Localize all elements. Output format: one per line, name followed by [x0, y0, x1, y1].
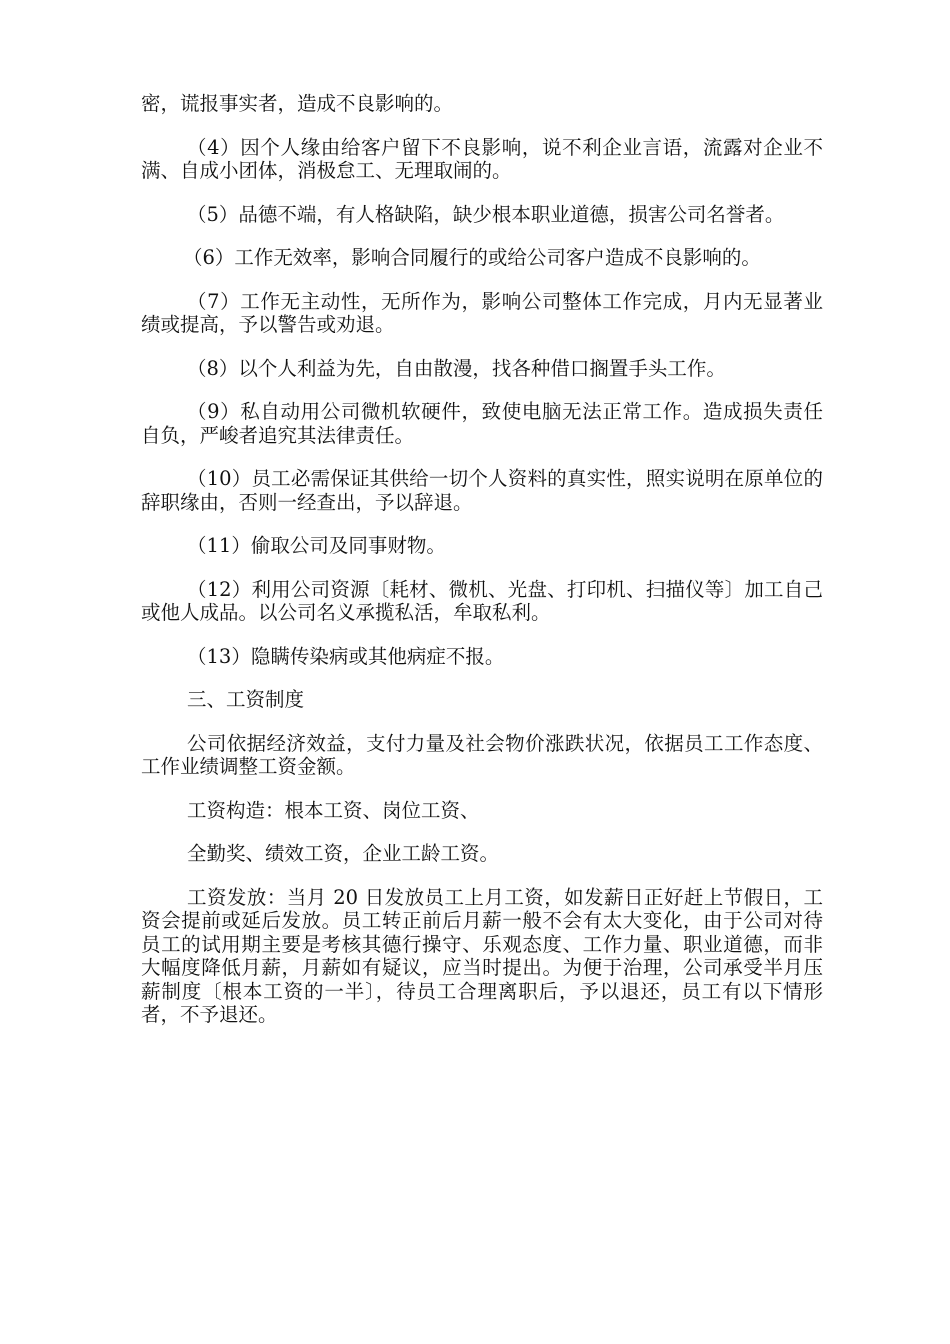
paragraph-salary-structure: 工资构造：根本工资、岗位工资、 [187, 798, 480, 822]
paragraph-item-7: （7）工作无主动性，无所作为，影响公司整体工作完成，月内无显著业绩或提高，予以警告或劝退。 [141, 289, 823, 336]
paragraph-item-8: （8）以个人利益为先，自由散漫，找各种借口搁置手头工作。 [187, 356, 726, 380]
paragraph-item-13: （13）隐瞒传染病或其他病症不报。 [187, 644, 505, 668]
document-body [141, 92, 823, 1047]
paragraph-item-6: （6）工作无效率，影响合同履行的或给公司客户造成不良影响的。 [183, 246, 761, 269]
paragraph-item-10: （10）员工必需保证其供给一切个人资料的真实性，照实说明在原单位的辞职缘由，否则一经查出，予以辞退。 [141, 467, 823, 514]
paragraph-item-12: （12）利用公司资源〔耗材、微机、光盘、打印机、扫描仪等〕加工自己或他人成品。以公司名义承揽私活，牟取私利。 [141, 577, 823, 624]
paragraph-salary-basis: 公司依据经济效益，支付力量及社会物价涨跌状况，依据员工工作态度、工作业绩调整工资金额。 [141, 731, 823, 778]
paragraph-salary-payment: 工资发放：当月 20 日发放员工上月工资，如发薪日正好赶上节假日，工资会提前或延后发放。员工转正前后月薪一般不会有太大变化，由于公司对待员工的试用期主要是考核其德行操守、乐观态度、工作力量、职业道德，而非大幅度降低月薪，月薪如有疑议，应当时提出。为便于治理，公司承受半月压薪制度〔根本工资的一半〕，待员工合理离职后，予以退还，员工有以下情形者，不予退还。 [141, 885, 823, 1026]
paragraph-continuation: 密，谎报事实者，造成不良影响的。 [141, 92, 454, 115]
section-heading-salary: 三、工资制度 [187, 688, 305, 711]
paragraph-salary-structure-cont: 全勤奖、绩效工资，企业工龄工资。 [187, 842, 500, 865]
paragraph-item-9: （9）私自动用公司微机软硬件，致使电脑无法正常工作。造成损失责任自负，严峻者追究其法律责任。 [141, 400, 823, 447]
paragraph-item-5: （5）品德不端，有人格缺陷，缺少根本职业道德，损害公司名誉者。 [187, 202, 785, 226]
paragraph-item-11: （11）偷取公司及同事财物。 [187, 534, 446, 557]
paragraph-item-4: （4）因个人缘由给客户留下不良影响，说不利企业言语，流露对企业不满、自成小团体，消极怠工、无理取闹的。 [141, 135, 823, 182]
